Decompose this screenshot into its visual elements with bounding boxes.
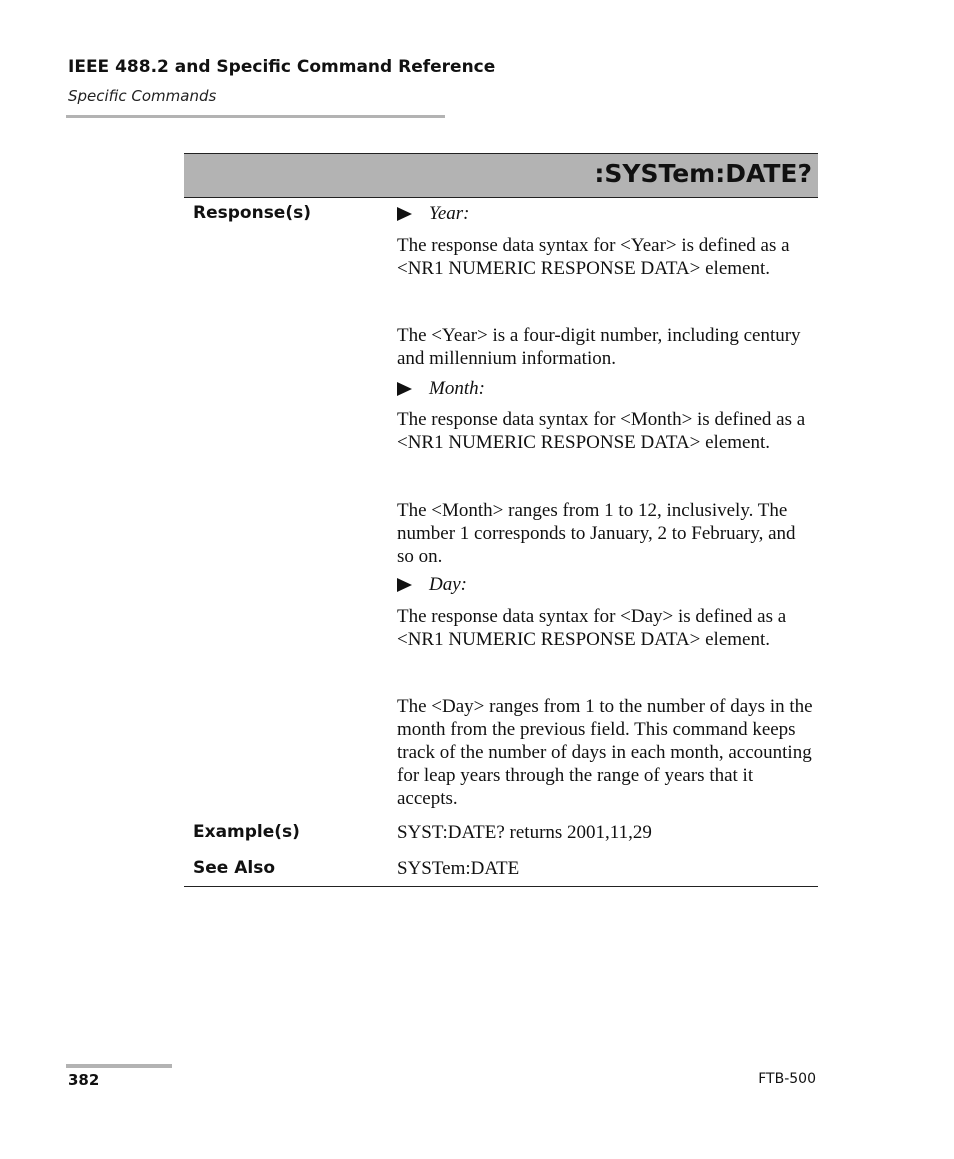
year-syntax-text: The response data syntax for <Year> is defined as a <NR1 NUMERIC RESPONSE DATA> element. — [397, 235, 790, 279]
examples-label: Example(s) — [193, 822, 300, 842]
header-divider — [66, 115, 445, 118]
month-bullet-label: Month: — [429, 378, 485, 399]
responses-label: Response(s) — [193, 203, 311, 223]
day-description-text: The <Day> ranges from 1 to the number of days in the month from the previous field. This command keeps track of the number of days in each month, accounting for leap years through the range of years that it accepts. — [397, 696, 813, 809]
month-syntax-text: The response data syntax for <Month> is defined as a <NR1 NUMERIC RESPONSE DATA> element. — [397, 409, 806, 453]
arrow-bullet-icon — [397, 207, 412, 221]
day-bullet — [397, 574, 467, 596]
arrow-bullet-icon — [397, 578, 412, 592]
table-bottom-rule — [184, 886, 818, 887]
page-number: 382 — [68, 1071, 100, 1089]
product-name: FTB-500 — [758, 1071, 816, 1087]
command-title: :SYSTem:DATE? — [594, 159, 812, 188]
year-bullet — [397, 203, 469, 225]
example-value: SYST:DATE? returns 2001,11,29 — [397, 822, 652, 843]
year-bullet-label: Year: — [429, 203, 470, 224]
section-title: IEEE 488.2 and Specific Command Reference — [68, 57, 496, 77]
see-also-link[interactable]: SYSTem:DATE — [397, 858, 520, 879]
footer-divider — [66, 1064, 172, 1068]
day-bullet-label: Day: — [429, 574, 467, 595]
month-description-text: The <Month> ranges from 1 to 12, inclusively. The number 1 corresponds to January, 2 to February, and so on. — [397, 500, 796, 567]
day-syntax-text: The response data syntax for <Day> is defined as a <NR1 NUMERIC RESPONSE DATA> element. — [397, 606, 787, 650]
section-subtitle: Specific Commands — [68, 87, 217, 105]
see-also-label: See Also — [193, 858, 276, 878]
arrow-bullet-icon — [397, 382, 412, 396]
year-description-text: The <Year> is a four-digit number, including century and millennium information. — [397, 325, 801, 369]
command-title-bar — [184, 153, 818, 198]
month-bullet — [397, 378, 485, 400]
